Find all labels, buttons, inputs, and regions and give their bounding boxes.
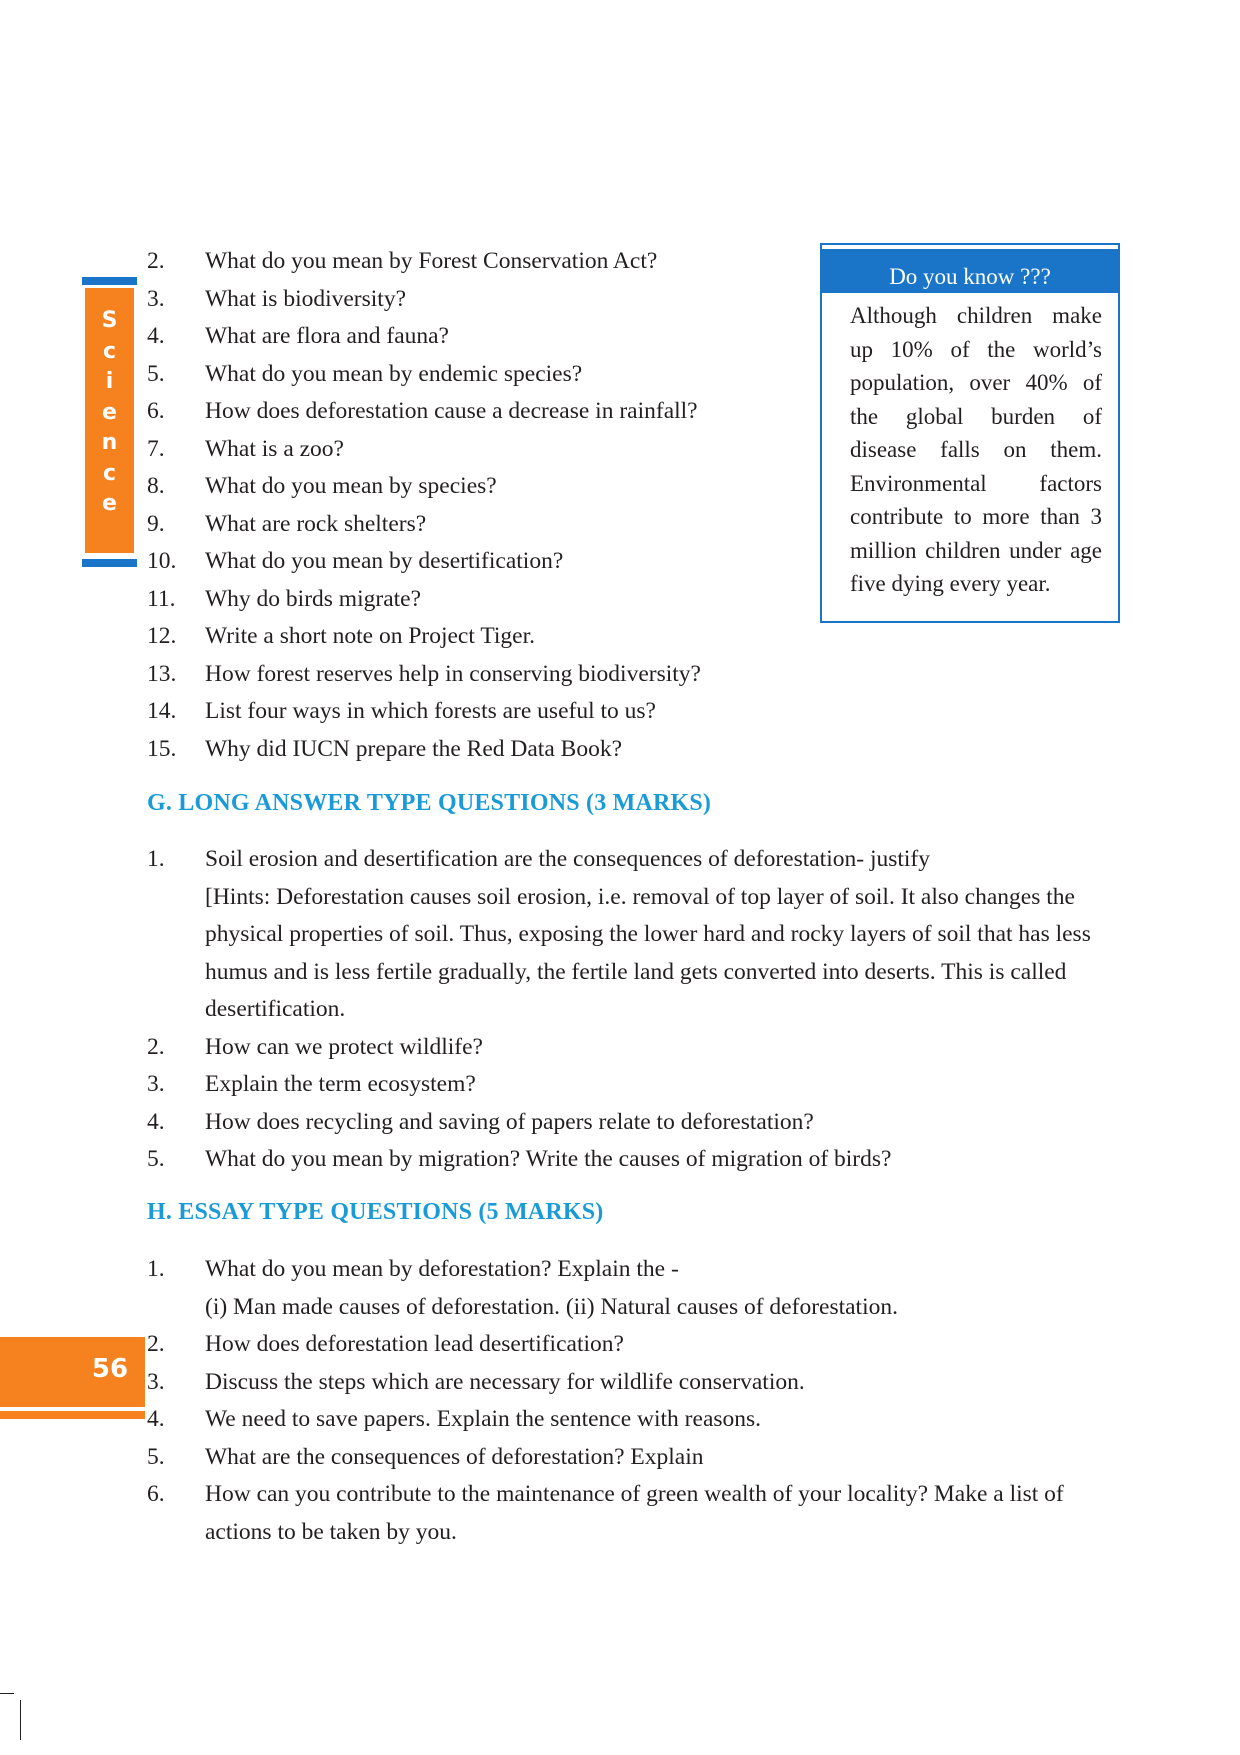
- subject-letter: S: [101, 308, 118, 333]
- item-number: 7.: [147, 435, 165, 462]
- item-text: What do you mean by species?: [205, 473, 497, 499]
- item-text: We need to save papers. Explain the sentence with reasons.: [205, 1406, 762, 1432]
- item-number: 11.: [147, 585, 176, 612]
- question-continuation: (i) Man made causes of deforestation. (ii) Natural causes of deforestation.: [205, 1293, 898, 1320]
- subject-letter: c: [102, 338, 117, 364]
- item-number: 15.: [147, 735, 177, 762]
- item-text: What do you mean by endemic species?: [205, 360, 583, 387]
- item-text: What are flora and fauna?: [205, 323, 449, 349]
- item-text: What is a zoo?: [205, 435, 344, 462]
- crop-mark: [0, 1693, 14, 1694]
- item-number: 14.: [147, 698, 177, 724]
- item-text: How can you contribute to the maintenance of green wealth of your locality? Make a list of: [205, 1481, 1064, 1507]
- item-number: 13.: [147, 660, 177, 687]
- hint-line: desertification.: [205, 996, 346, 1022]
- item-number: 1.: [147, 1256, 165, 1282]
- hint-line: [Hints: Deforestation causes soil erosion, i.e. removal of top layer of soil. It also changes the: [205, 883, 1075, 910]
- item-text: How does recycling and saving of papers relate to deforestation?: [205, 1108, 814, 1135]
- subject-letter: i: [105, 369, 114, 394]
- section-g-heading: G. LONG ANSWER TYPE QUESTIONS (3 MARKS): [147, 790, 712, 816]
- item-text: How does deforestation lead desertification?: [205, 1331, 624, 1357]
- item-number: 3.: [147, 1368, 165, 1395]
- subject-letter: c: [102, 460, 117, 486]
- item-text: How does deforestation cause a decrease in rainfall?: [205, 398, 698, 424]
- item-number: 4.: [147, 1406, 165, 1432]
- item-number: 3.: [147, 285, 165, 312]
- side-tab-bottom-bar: [82, 559, 137, 567]
- item-text: How can we protect wildlife?: [205, 1033, 483, 1060]
- crop-mark: [20, 1700, 21, 1740]
- item-number: 8.: [147, 473, 165, 499]
- item-text: List four ways in which forests are useful to us?: [205, 698, 656, 724]
- did-you-know-body: Although children make up 10% of the world’s population, over 40% of the global burden of disease falls on them. Environmental factors contribute to more than 3 million children under age five dying every year.: [850, 303, 1102, 596]
- item-number: 5.: [147, 360, 165, 387]
- item-text: Discuss the steps which are necessary for wildlife conservation.: [205, 1368, 805, 1395]
- item-number: 9.: [147, 510, 165, 537]
- side-tab-top-bar: [82, 277, 137, 285]
- item-text: What do you mean by migration? Write the causes of migration of birds?: [205, 1146, 892, 1172]
- item-text: What do you mean by deforestation? Explain the -: [205, 1256, 679, 1282]
- subject-letter: e: [102, 399, 117, 425]
- item-number: 2.: [147, 1331, 165, 1357]
- item-number: 5.: [147, 1146, 165, 1172]
- section-h-heading: H. ESSAY TYPE QUESTIONS (5 MARKS): [147, 1199, 604, 1225]
- item-number: 3.: [147, 1071, 165, 1097]
- page-number-underline: [0, 1411, 145, 1419]
- item-number: 4.: [147, 1108, 165, 1135]
- item-text: What are rock shelters?: [205, 510, 427, 537]
- page-number: 56: [91, 1354, 129, 1384]
- item-text: Write a short note on Project Tiger.: [205, 623, 535, 649]
- subject-letter: n: [101, 430, 118, 455]
- did-you-know-title: Do you know ???: [822, 249, 1118, 293]
- subject-letter: e: [102, 491, 117, 516]
- hint-line: humus and is less fertile gradually, the fertile land gets converted into deserts. This is called: [205, 958, 1067, 985]
- item-number: 6.: [147, 1481, 165, 1507]
- did-you-know-box: [820, 243, 1120, 623]
- item-text: Why did IUCN prepare the Red Data Book?: [205, 735, 622, 762]
- hint-line: physical properties of soil. Thus, exposing the lower hard and rocky layers of soil that has less: [205, 921, 1091, 947]
- item-text: How forest reserves help in conserving biodiversity?: [205, 660, 701, 687]
- item-text: Explain the term ecosystem?: [205, 1071, 476, 1097]
- item-text: Soil erosion and desertification are the consequences of deforestation- justify: [205, 846, 931, 872]
- item-text: What is biodiversity?: [205, 285, 407, 312]
- item-text: What are the consequences of deforestation? Explain: [205, 1443, 704, 1470]
- item-text: What do you mean by desertification?: [205, 548, 564, 574]
- question-continuation: actions to be taken by you.: [205, 1518, 457, 1545]
- item-number: 1.: [147, 846, 165, 872]
- item-number: 2.: [147, 248, 165, 274]
- item-number: 6.: [147, 398, 165, 424]
- item-text: What do you mean by Forest Conservation Act?: [205, 248, 658, 274]
- item-number: 12.: [147, 623, 177, 649]
- item-number: 4.: [147, 323, 165, 349]
- subject-label: [85, 306, 134, 520]
- item-number: 10.: [147, 548, 177, 574]
- item-number: 5.: [147, 1443, 165, 1470]
- item-number: 2.: [147, 1033, 165, 1060]
- item-text: Why do birds migrate?: [205, 585, 422, 612]
